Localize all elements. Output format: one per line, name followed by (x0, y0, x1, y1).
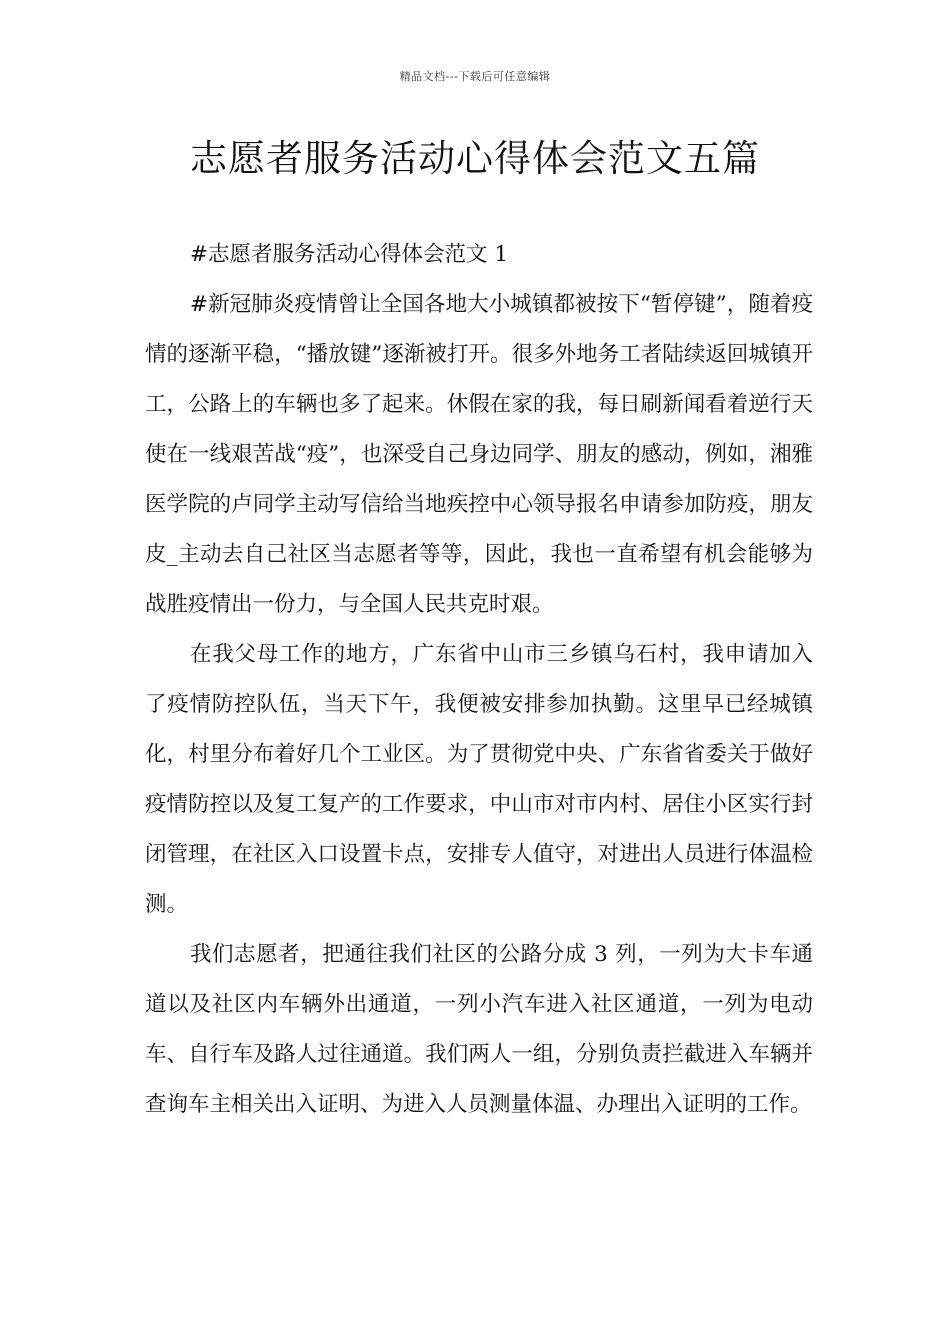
header-note: 精品文档---下载后可任意编辑 (399, 70, 551, 83)
document-title: 志愿者服务活动心得体会范文五篇 (190, 137, 760, 180)
document-body (145, 230, 813, 1130)
paragraph-section-heading: #志愿者服务活动心得体会范文 1 (190, 242, 509, 267)
paragraph: 我们志愿者，把通往我们社区的公路分成 3 列，一列为大卡车通道以及社区内车辆外出通道，一列小汽车进入社区通道，一列为电动车、自行车及路人过往通道。我们两人一组，分别负责拦截进入车辆并查询车主相关出入证明、为进入人员测量体温、办理出入证明的工作。 (145, 942, 813, 1117)
paragraph: #新冠肺炎疫情曾让全国各地大小城镇都被按下“暂停键”，随着疫情的逐渐平稳，“播放键”逐渐被打开。很多外地务工者陆续返回城镇开工，公路上的车辆也多了起来。休假在家的我，每日刷新闻看着逆行天使在一线艰苦战“疫”，也深受自己身边同学、朋友的感动，例如，湘雅医学院的卢同学主动写信给当地疾控中心领导报名申请参加防疫，朋友皮_主动去自己社区当志愿者等等，因此，我也一直希望有机会能够为战胜疫情出一份力，与全国人民共克时艰。 (145, 292, 813, 617)
paragraph: 在我父母工作的地方，广东省中山市三乡镇乌石村，我申请加入了疫情防控队伍，当天下午，我便被安排参加执勤。这里早已经城镇化，村里分布着好几个工业区。为了贯彻党中央、广东省省委关于做好疫情防控以及复工复产的工作要求，中山市对市内村、居住小区实行封闭管理，在社区入口设置卡点，安排专人值守，对进出人员进行体温检测。 (145, 642, 813, 917)
